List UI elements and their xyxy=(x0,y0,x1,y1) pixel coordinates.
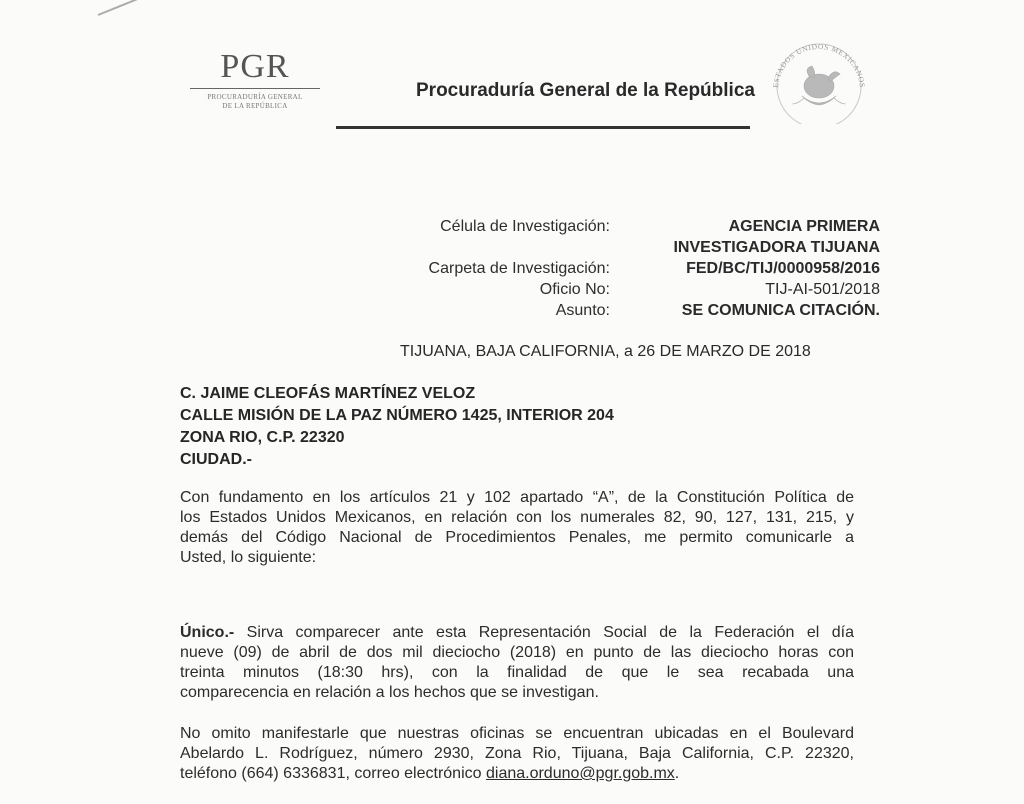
contact-text: teléfono (664) 6336831, correo electrónico xyxy=(180,765,486,782)
recipient-street: CALLE MISIÓN DE LA PAZ NÚMERO 1425, INTERIOR 204 xyxy=(180,407,614,424)
paragraph-summons xyxy=(180,623,854,703)
national-seal-icon xyxy=(764,38,874,124)
agency-title: Procuraduría General de la República xyxy=(416,80,755,101)
paragraph-line: demás del Código Nacional de Procedimientos Penales, me permito comunicarle a xyxy=(180,529,854,546)
pgr-logo-rule xyxy=(190,88,320,89)
carpeta-label: Carpeta de Investigación: xyxy=(428,260,610,277)
oficio-value: TIJ-AI-501/2018 xyxy=(765,281,880,298)
paragraph-line xyxy=(180,623,854,643)
recipient-name: C. JAIME CLEOFÁS MARTÍNEZ VELOZ xyxy=(180,385,476,402)
celula-value-line2: INVESTIGADORA TIJUANA xyxy=(673,239,880,256)
paragraph-legal-basis xyxy=(180,488,854,568)
paragraph-line: nueve (09) de abril de dos mil dieciocho (2018) en punto de las dieciocho horas con xyxy=(180,644,854,661)
pgr-logo xyxy=(190,50,320,111)
recipient-zone: ZONA RIO, C.P. 22320 xyxy=(180,429,345,446)
paper-mark xyxy=(98,0,156,16)
summons-text: Sirva comparecer ante esta Representación Social de la Federación el día xyxy=(234,624,854,641)
pgr-logo-text: PGR xyxy=(220,48,290,85)
asunto-label: Asunto: xyxy=(555,302,610,319)
recipient-city: CIUDAD.- xyxy=(180,451,252,468)
header-divider xyxy=(336,126,750,129)
summons-lead: Único.- xyxy=(180,624,235,641)
celula-label: Célula de Investigación: xyxy=(440,218,610,235)
contact-end: . xyxy=(674,765,680,782)
paragraph-line: No omito manifestarle que nuestras oficinas se encuentran ubicadas en el Boulevard xyxy=(180,725,854,742)
paragraph-line: comparecencia en relación a los hechos que se investigan. xyxy=(180,684,599,701)
seal-text: ESTADOS UNIDOS MEXICANOS xyxy=(771,41,867,89)
paragraph-line: Usted, lo siguiente: xyxy=(180,549,317,566)
paragraph-line: Con fundamento en los artículos 21 y 102 apartado “A”, de la Constitución Política de xyxy=(180,489,854,506)
asunto-value: SE COMUNICA CITACIÓN. xyxy=(681,302,880,319)
celula-value-line1: AGENCIA PRIMERA xyxy=(728,218,880,235)
paragraph-line xyxy=(180,764,854,784)
oficio-label: Oficio No: xyxy=(539,281,610,298)
email-link[interactable]: diana.orduno@pgr.gob.mx xyxy=(485,765,675,782)
date-line: TIJUANA, BAJA CALIFORNIA, a 26 DE MARZO DE 2018 xyxy=(400,343,811,360)
carpeta-value: FED/BC/TIJ/0000958/2016 xyxy=(686,260,880,277)
paragraph-line: Abelardo L. Rodríguez, número 2930, Zona Rio, Tijuana, Baja California, C.P. 22320, xyxy=(180,745,854,762)
paragraph-office-address xyxy=(180,724,854,784)
pgr-logo-subtitle-2: DE LA REPÚBLICA xyxy=(222,102,288,110)
pgr-logo-subtitle-1: PROCURADURÍA GENERAL xyxy=(207,93,303,101)
paragraph-line: los Estados Unidos Mexicanos, en relación con los numerales 82, 90, 127, 131, 215, y xyxy=(180,509,854,526)
paragraph-line: treinta minutos (18:30 hrs), con la finalidad de que le sea recabada una xyxy=(180,664,854,681)
